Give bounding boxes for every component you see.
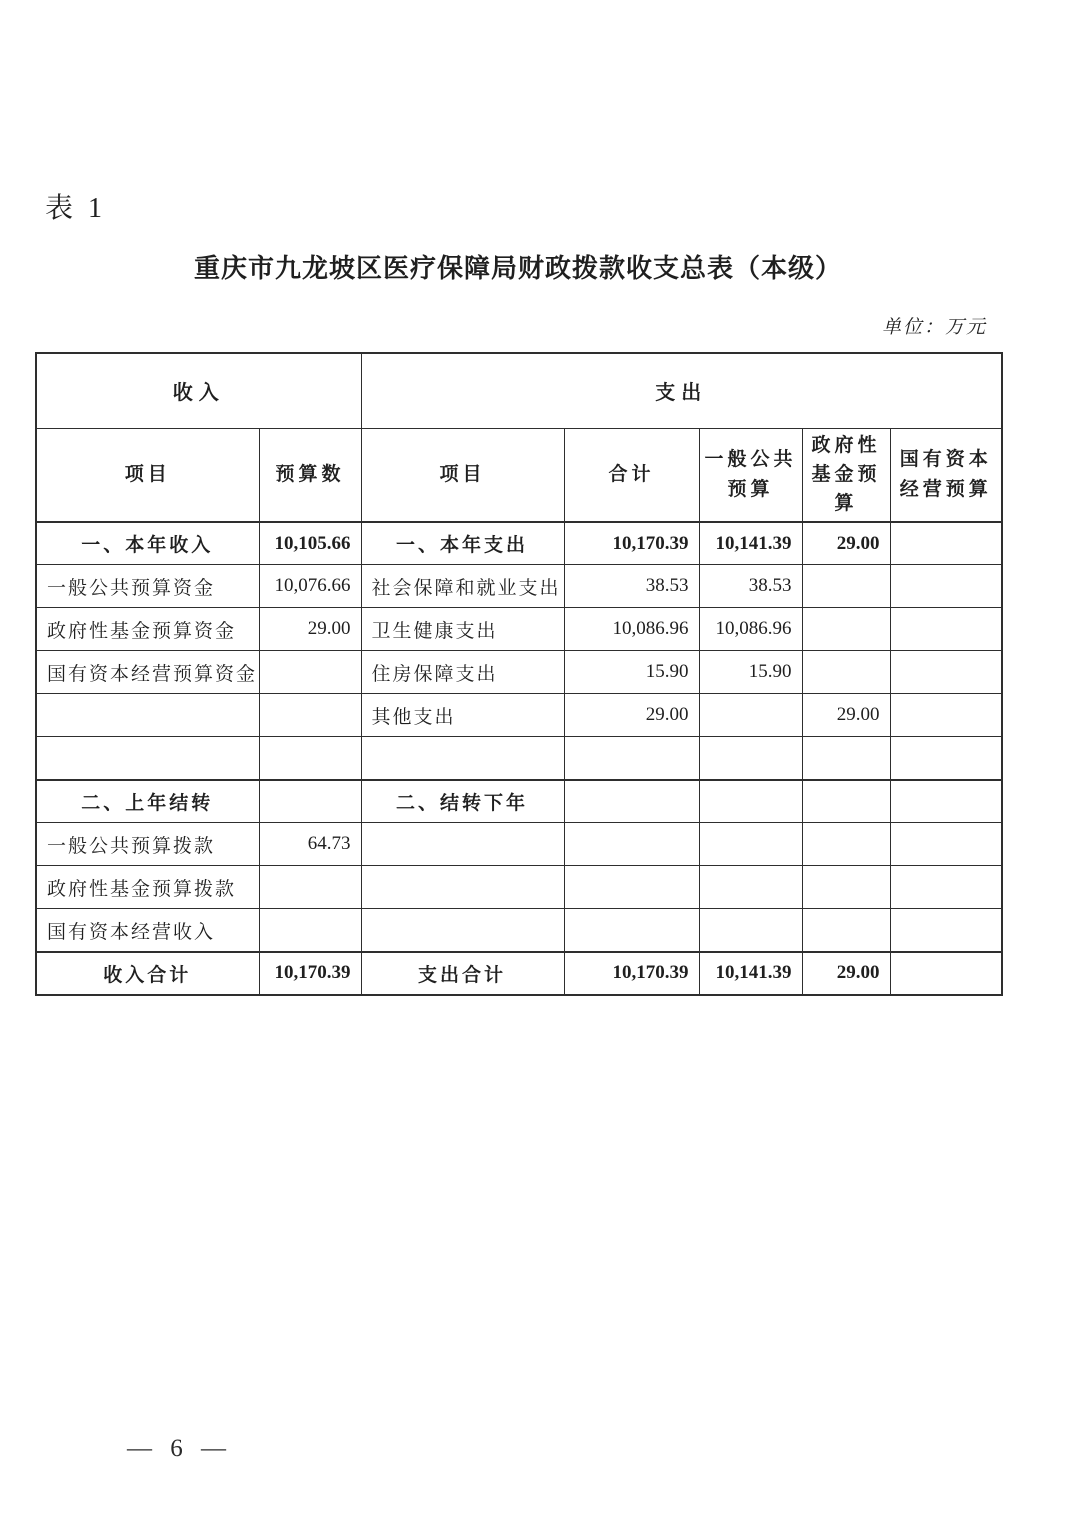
table-cell: 一般公共预算拨款 — [36, 823, 259, 866]
table-cell — [564, 909, 699, 952]
column-header-cell: 合计 — [564, 428, 699, 522]
table-row — [36, 694, 1002, 737]
table-cell — [564, 866, 699, 909]
table-row — [36, 909, 1002, 952]
table-cell: 国有资本经营收入 — [36, 909, 259, 952]
table-cell — [699, 866, 802, 909]
table-group-header-row — [36, 353, 1002, 428]
table-cell: 卫生健康支出 — [361, 608, 564, 651]
table-cell: 住房保障支出 — [361, 651, 564, 694]
page-title: 重庆市九龙坡区医疗保障局财政拨款收支总表（本级） — [193, 254, 842, 283]
table-cell: 38.53 — [564, 565, 699, 608]
table-row — [36, 780, 1002, 823]
table-cell — [259, 866, 361, 909]
column-header-cell: 政府性基金预算 — [802, 428, 890, 522]
table-cell — [890, 608, 1002, 651]
table-cell — [890, 866, 1002, 909]
table-cell: 29.00 — [259, 608, 361, 651]
table-cell: 10,170.39 — [564, 952, 699, 995]
table-cell: 收入合计 — [36, 952, 259, 995]
table-cell — [802, 909, 890, 952]
table-cell: 10,086.96 — [699, 608, 802, 651]
table-cell: 10,141.39 — [699, 522, 802, 565]
table-cell — [890, 952, 1002, 995]
table-cell — [259, 780, 361, 823]
table-cell: 10,076.66 — [259, 565, 361, 608]
table-row — [36, 522, 1002, 565]
table-cell — [36, 694, 259, 737]
table-cell: 38.53 — [699, 565, 802, 608]
table-cell — [890, 522, 1002, 565]
table-cell: 二、上年结转 — [36, 780, 259, 823]
table-cell — [564, 780, 699, 823]
table-cell — [802, 823, 890, 866]
table-cell: 其他支出 — [361, 694, 564, 737]
table-row — [36, 565, 1002, 608]
table-cell: 15.90 — [564, 651, 699, 694]
table-cell — [802, 866, 890, 909]
table-head — [36, 353, 1002, 522]
table-cell: 支出合计 — [361, 952, 564, 995]
table-cell: 10,141.39 — [699, 952, 802, 995]
table-cell — [802, 780, 890, 823]
table-cell: 社会保障和就业支出 — [361, 565, 564, 608]
group-header-cell: 支出 — [361, 353, 1002, 428]
table-cell — [699, 909, 802, 952]
column-header-cell: 项目 — [361, 428, 564, 522]
table-cell — [699, 823, 802, 866]
table-cell — [361, 866, 564, 909]
table-label: 表 1 — [45, 193, 107, 224]
column-header-cell: 一般公共预算 — [699, 428, 802, 522]
table-cell — [361, 737, 564, 780]
table-cell: 政府性基金预算资金 — [36, 608, 259, 651]
table-cell: 政府性基金预算拨款 — [36, 866, 259, 909]
page-number: — 6 — — [127, 1435, 232, 1462]
table-cell — [699, 737, 802, 780]
table-cell — [890, 694, 1002, 737]
table-cell: 二、结转下年 — [361, 780, 564, 823]
table-cell: 10,170.39 — [564, 522, 699, 565]
table-cell — [802, 608, 890, 651]
table-row — [36, 952, 1002, 995]
table-cell — [802, 565, 890, 608]
table-cell: 一般公共预算资金 — [36, 565, 259, 608]
table-cell — [890, 823, 1002, 866]
group-header-cell: 收入 — [36, 353, 361, 428]
table-cell — [699, 694, 802, 737]
table-cell: 国有资本经营预算资金 — [36, 651, 259, 694]
table-cell — [699, 780, 802, 823]
table-cell — [361, 823, 564, 866]
table-cell — [36, 737, 259, 780]
column-header-cell: 预算数 — [259, 428, 361, 522]
table-cell: 15.90 — [699, 651, 802, 694]
table-cell — [259, 737, 361, 780]
budget-table — [35, 352, 1003, 996]
table-body — [36, 522, 1002, 995]
table-cell — [802, 737, 890, 780]
table-cell: 10,170.39 — [259, 952, 361, 995]
table-column-header-row — [36, 428, 1002, 522]
table-cell — [890, 565, 1002, 608]
table-row — [36, 737, 1002, 780]
table-cell — [259, 909, 361, 952]
table-cell — [564, 737, 699, 780]
table-cell: 10,105.66 — [259, 522, 361, 565]
table-cell: 一、本年收入 — [36, 522, 259, 565]
table-cell: 29.00 — [802, 522, 890, 565]
table-cell: 一、本年支出 — [361, 522, 564, 565]
table-cell — [890, 737, 1002, 780]
table-row — [36, 866, 1002, 909]
table-cell: 29.00 — [802, 694, 890, 737]
column-header-cell: 项目 — [36, 428, 259, 522]
table-cell — [890, 780, 1002, 823]
table-row — [36, 823, 1002, 866]
table-cell: 29.00 — [564, 694, 699, 737]
table-cell — [361, 909, 564, 952]
table-cell — [890, 651, 1002, 694]
table-cell: 10,086.96 — [564, 608, 699, 651]
table-cell — [890, 909, 1002, 952]
table-row — [36, 608, 1002, 651]
table-cell — [259, 694, 361, 737]
table-cell — [802, 651, 890, 694]
table-cell: 64.73 — [259, 823, 361, 866]
column-header-cell: 国有资本经营预算 — [890, 428, 1002, 522]
unit-note: 单位：万元 — [881, 317, 987, 338]
table-cell — [259, 651, 361, 694]
table-cell: 29.00 — [802, 952, 890, 995]
table-row — [36, 651, 1002, 694]
table-cell — [564, 823, 699, 866]
